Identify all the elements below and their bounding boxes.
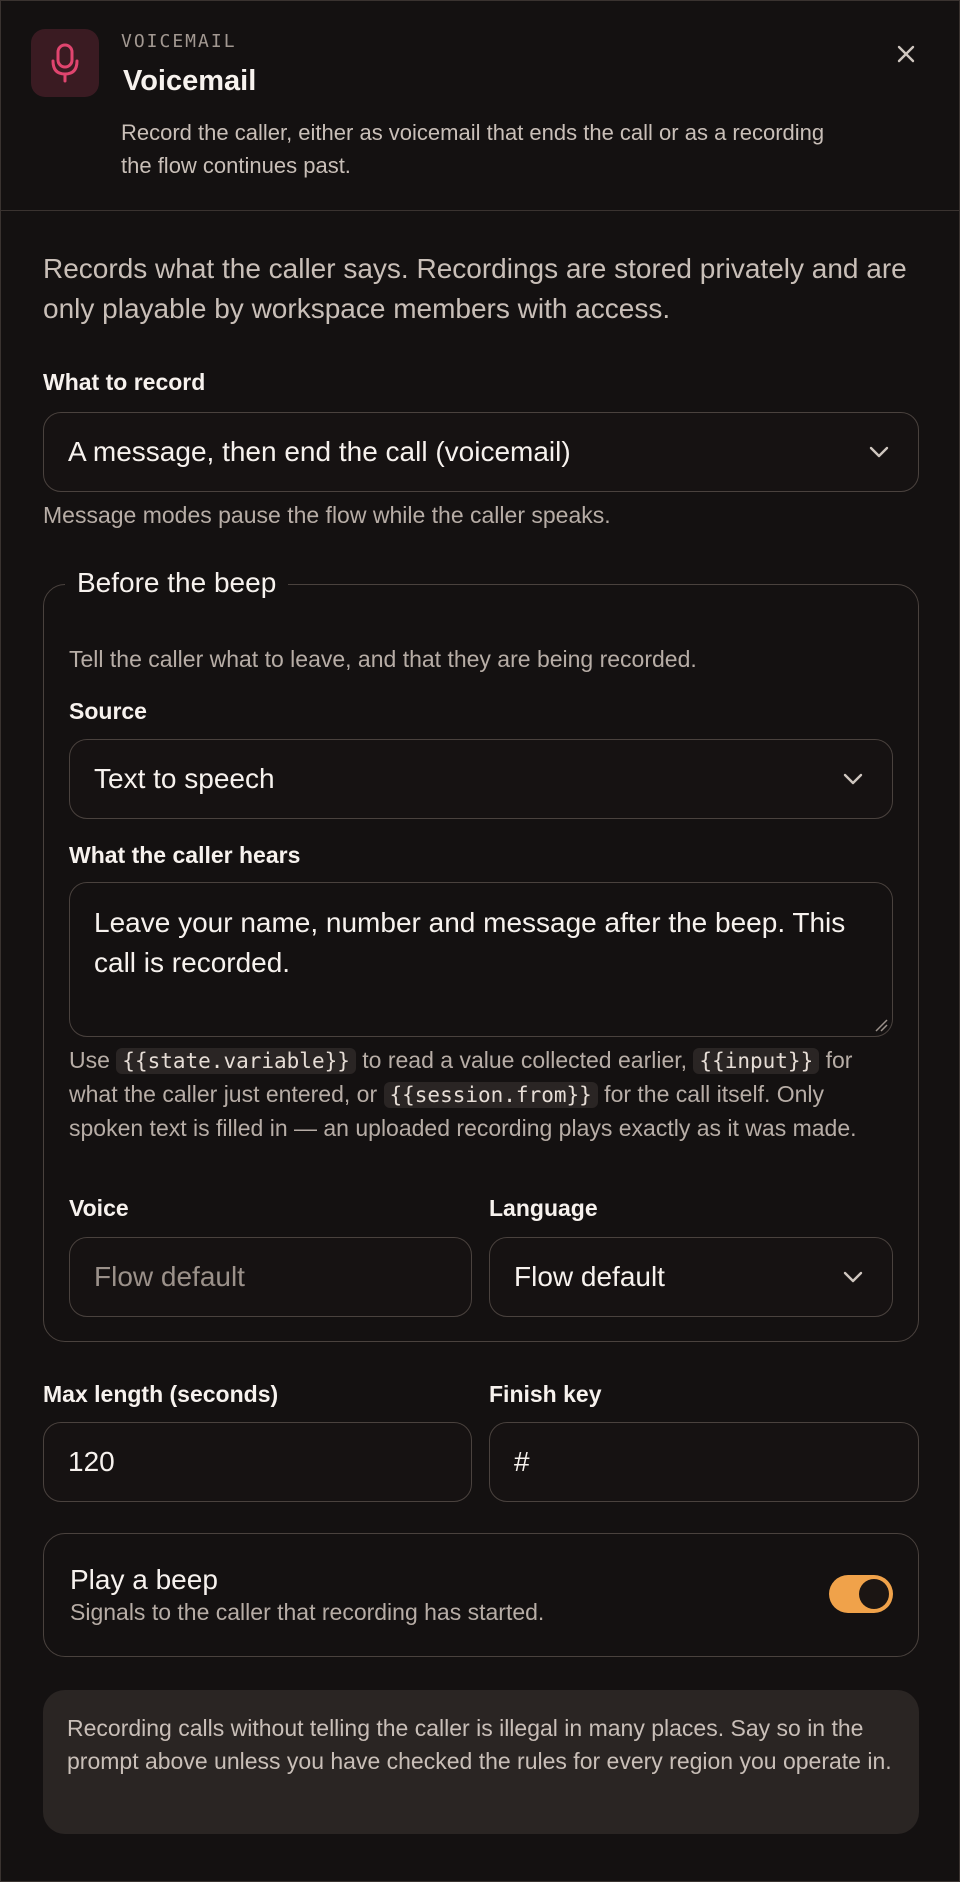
- input-token: {{input}}: [693, 1048, 819, 1074]
- record-mode-label: What to record: [43, 369, 206, 395]
- voice-label: Voice: [69, 1195, 129, 1221]
- help-text: for what the caller just entered, or: [69, 1047, 853, 1107]
- prompt-value: Leave your name, number and message after the beep. This call is recorded.: [94, 907, 846, 978]
- max-length-label: Max length (seconds): [43, 1381, 279, 1407]
- voice-placeholder: Flow default: [94, 1261, 245, 1292]
- voice-input[interactable]: [69, 1237, 472, 1317]
- state-variable-token: {{state.variable}}: [116, 1048, 356, 1074]
- prompt-label: What the caller hears: [69, 842, 301, 868]
- toggle-knob: [859, 1579, 889, 1609]
- chevron-down-icon: [868, 445, 890, 459]
- session-from-token: {{session.from}}: [384, 1082, 598, 1108]
- source-value: Text to speech: [94, 763, 275, 794]
- template-help: [69, 1044, 899, 1145]
- beep-toggle-switch[interactable]: [829, 1575, 893, 1613]
- help-text: for the call itself. Only spoken text is filled in — an uploaded recording plays exactly as it was made.: [69, 1081, 857, 1141]
- before-beep-description: Tell the caller what to leave, and that they are being recorded.: [69, 646, 697, 672]
- beep-toggle-subtitle: Signals to the caller that recording has started.: [70, 1599, 545, 1625]
- finish-key-value: #: [514, 1446, 530, 1477]
- max-length-value: 120: [68, 1446, 115, 1477]
- panel-description: Record the caller, either as voicemail that ends the call or as a recording the flow continues past.: [121, 120, 825, 178]
- help-text: to read a value collected earlier,: [355, 1047, 694, 1073]
- language-label: Language: [489, 1195, 598, 1221]
- close-icon: [896, 44, 916, 64]
- record-mode-value: A message, then end the call (voicemail): [68, 436, 571, 467]
- finish-key-label: Finish key: [489, 1381, 602, 1407]
- chevron-down-icon: [842, 1270, 864, 1284]
- panel-title: Voicemail: [123, 65, 257, 97]
- microphone-icon: [31, 29, 99, 97]
- source-label: Source: [69, 698, 147, 724]
- legal-note: Recording calls without telling the caller is illegal in many places. Say so in the prompt above unless you have checked the rules for every region you operate in.: [43, 1690, 919, 1834]
- source-select[interactable]: [69, 739, 893, 819]
- help-text: Use: [69, 1047, 117, 1073]
- panel-header: [1, 1, 959, 211]
- prompt-textarea[interactable]: [69, 882, 893, 1037]
- beep-toggle-card: [43, 1533, 919, 1657]
- language-value: Flow default: [514, 1261, 665, 1292]
- before-beep-legend: Before the beep: [65, 567, 288, 599]
- close-button[interactable]: [889, 37, 923, 71]
- finish-key-input[interactable]: [489, 1422, 919, 1502]
- beep-toggle-title: Play a beep: [70, 1564, 218, 1595]
- resize-grip-icon[interactable]: [874, 1018, 888, 1032]
- record-mode-select[interactable]: [43, 412, 919, 492]
- chevron-down-icon: [842, 772, 864, 786]
- node-type-eyebrow: VOICEMAIL: [121, 31, 237, 52]
- language-select[interactable]: [489, 1237, 893, 1317]
- max-length-input[interactable]: [43, 1422, 472, 1502]
- record-mode-hint: Message modes pause the flow while the caller speaks.: [43, 502, 611, 528]
- intro-text: Records what the caller says. Recordings are stored privately and are only playable by workspace members with access.: [43, 253, 907, 324]
